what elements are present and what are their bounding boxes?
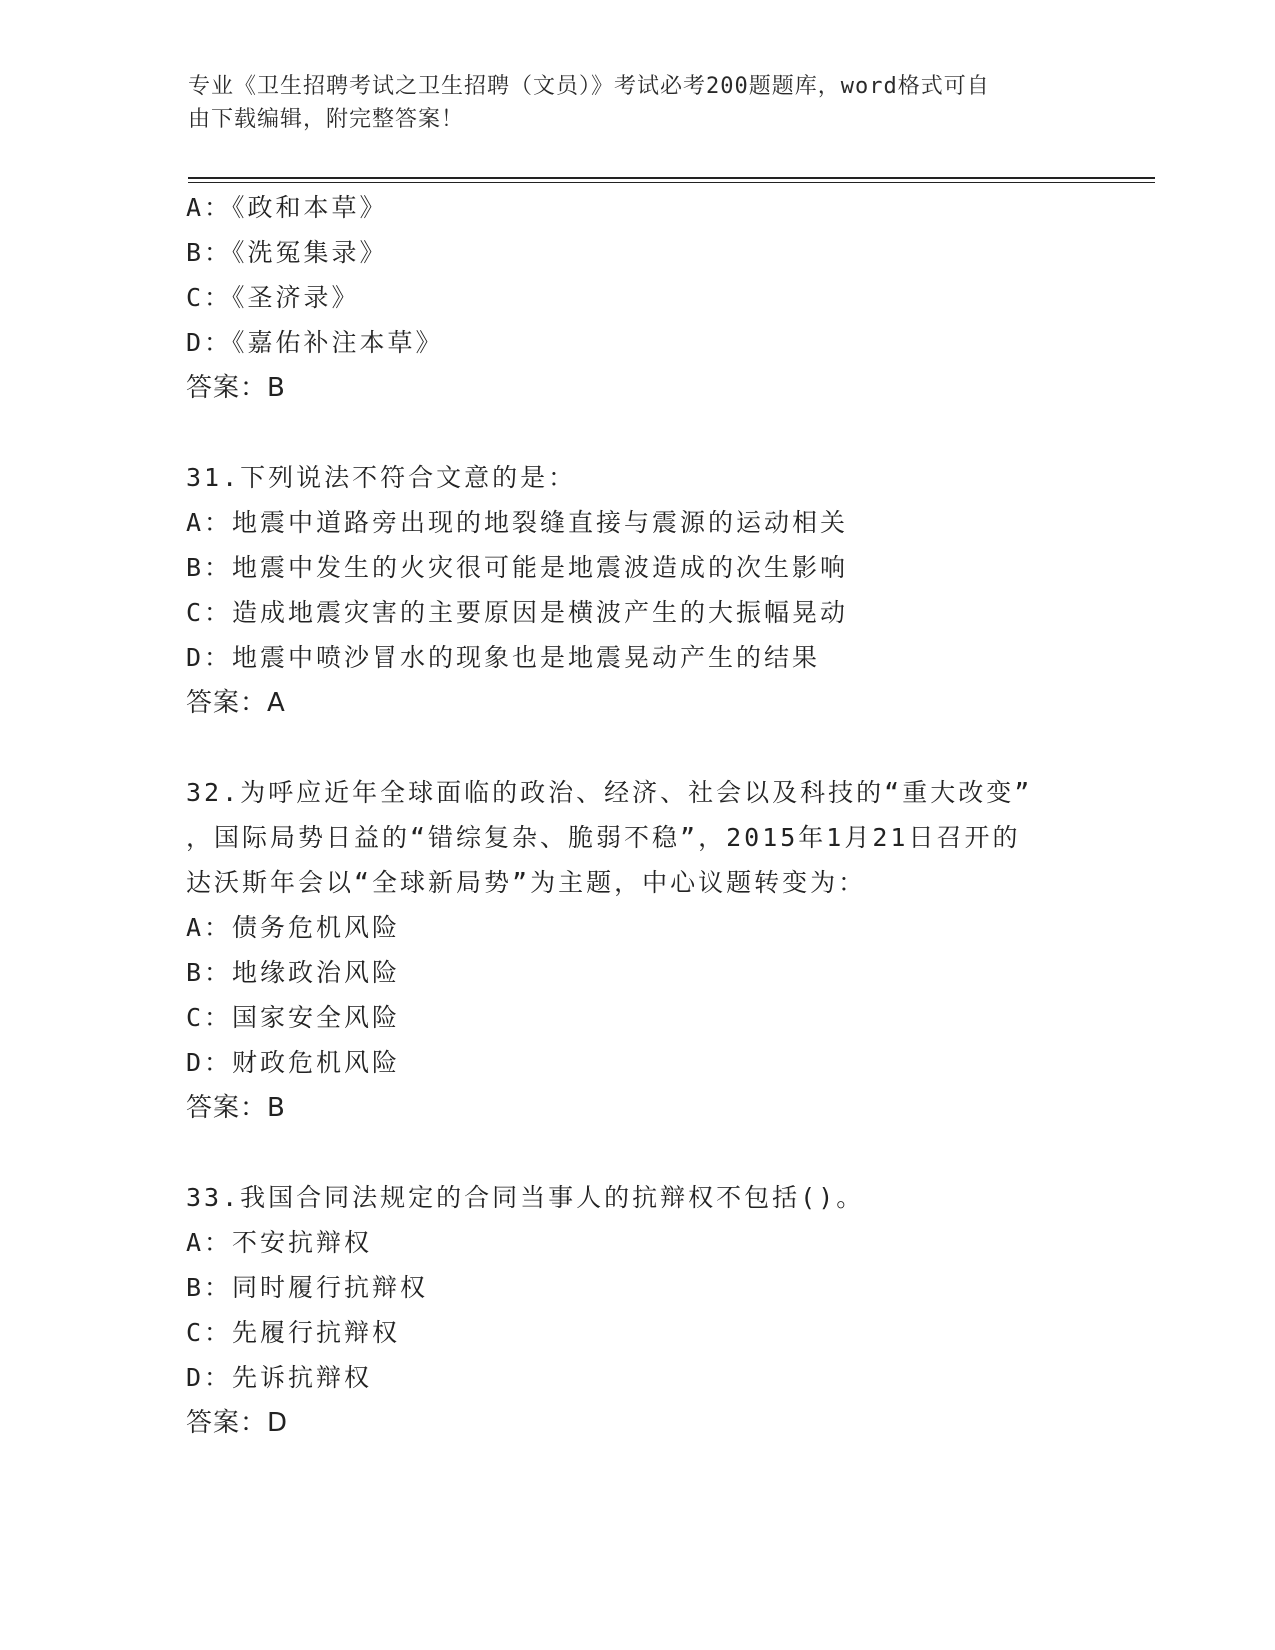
header-divider-thick bbox=[188, 177, 1155, 179]
q30-option-d: D：《嘉佑补注本草》 bbox=[186, 328, 444, 357]
q31-option-b: B：地震中发生的火灾很可能是地震波造成的次生影响 bbox=[186, 553, 849, 582]
q30-option-b: B：《洗冤集录》 bbox=[186, 238, 388, 267]
document-intro bbox=[188, 70, 1068, 136]
q33-option-b: B：同时履行抗辩权 bbox=[186, 1273, 429, 1302]
q31-question: 31.下列说法不符合文意的是： bbox=[186, 463, 577, 492]
q32-question-line-2: ，国际局势日益的“错综复杂、脆弱不稳”，2015年1月21日召开的 bbox=[186, 823, 1021, 852]
q30-answer: 答案：B bbox=[186, 373, 286, 403]
q32-option-c: C：国家安全风险 bbox=[186, 1003, 401, 1032]
q32-option-b: B：地缘政治风险 bbox=[186, 958, 401, 987]
q33-question: 33.我国合同法规定的合同当事人的抗辩权不包括()。 bbox=[186, 1183, 865, 1212]
intro-line-1: 专业《卫生招聘考试之卫生招聘（文员）》考试必考200题题库，word格式可自 bbox=[188, 74, 990, 99]
q31-answer: 答案：A bbox=[186, 688, 286, 718]
q33-answer: 答案：D bbox=[186, 1408, 289, 1438]
q32-question-line-3: 达沃斯年会以“全球新局势”为主题，中心议题转变为： bbox=[186, 868, 867, 897]
q30-option-c: C：《圣济录》 bbox=[186, 283, 360, 312]
q32-option-a: A：债务危机风险 bbox=[186, 913, 401, 942]
q33-option-a: A：不安抗辩权 bbox=[186, 1228, 373, 1257]
q33-option-d: D：先诉抗辩权 bbox=[186, 1363, 373, 1392]
intro-line-2: 由下载编辑，附完整答案！ bbox=[188, 107, 465, 132]
q32-answer: 答案：B bbox=[186, 1093, 286, 1123]
q31-option-c: C：造成地震灾害的主要原因是横波产生的大振幅晃动 bbox=[186, 598, 849, 627]
q30-option-a: A：《政和本草》 bbox=[186, 193, 388, 222]
q32-option-d: D：财政危机风险 bbox=[186, 1048, 401, 1077]
q31-option-a: A：地震中道路旁出现的地裂缝直接与震源的运动相关 bbox=[186, 508, 849, 537]
header-divider-thin bbox=[188, 182, 1155, 183]
q31-option-d: D：地震中喷沙冒水的现象也是地震晃动产生的结果 bbox=[186, 643, 821, 672]
q33-option-c: C：先履行抗辩权 bbox=[186, 1318, 401, 1347]
q32-question-line-1: 32.为呼应近年全球面临的政治、经济、社会以及科技的“重大改变” bbox=[186, 778, 1033, 807]
